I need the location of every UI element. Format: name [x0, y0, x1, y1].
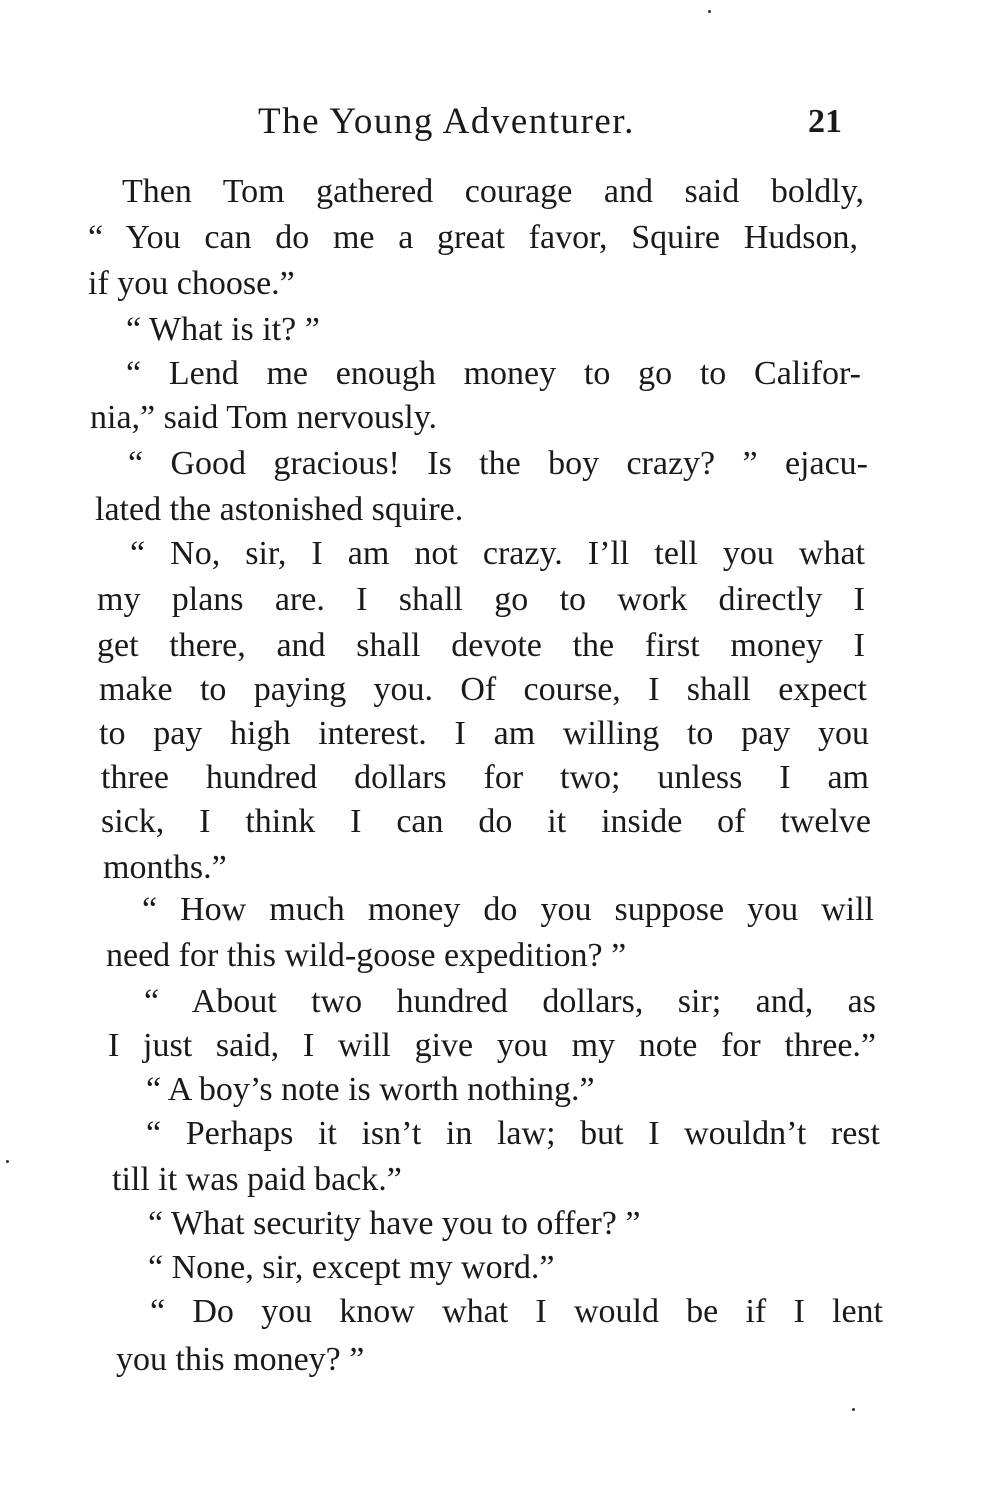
text-line: “ Perhaps it isn’t in law; but I wouldn’t rest [146, 1115, 880, 1152]
text-line: “ Good gracious! Is the boy crazy? ” ejacu- [128, 445, 868, 482]
text-line: “ Lend me enough money to go to Califor- [126, 355, 861, 392]
text-line: if you choose.” [88, 265, 295, 302]
text-line: “ What is it? ” [126, 311, 320, 348]
text-line: “ What security have you to offer? ” [148, 1205, 641, 1242]
text-line: I just said, I will give you my note for three.” [108, 1027, 876, 1064]
text-line: sick, I think I can do it inside of twelve [101, 803, 871, 840]
text-line: to pay high interest. I am willing to pay you [99, 715, 869, 752]
text-line: months.” [103, 849, 227, 886]
text-line: “ About two hundred dollars, sir; and, as [144, 983, 876, 1020]
scan-speck [708, 10, 711, 13]
text-line: nia,” said Tom nervously. [90, 399, 438, 436]
text-line: my plans are. I shall go to work directly I [97, 581, 865, 618]
scan-speck [6, 1160, 9, 1163]
text-line: you this money? ” [116, 1341, 365, 1378]
text-line: “ No, sir, I am not crazy. I’ll tell you what [130, 535, 865, 572]
text-line: Then Tom gathered courage and said boldly, [122, 173, 864, 210]
page-number: 21 [808, 103, 842, 140]
text-line: till it was paid back.” [112, 1161, 402, 1198]
text-line: “ How much money do you suppose you will [142, 891, 874, 928]
text-line: “ A boy’s note is worth nothing.” [146, 1071, 595, 1108]
text-line: lated the astonished squire. [95, 491, 464, 528]
text-line: “ None, sir, except my word.” [148, 1249, 555, 1286]
running-title: The Young Adventurer. [258, 101, 635, 142]
text-line: need for this wild-goose expedition? ” [106, 937, 627, 974]
text-line: three hundred dollars for two; unless I am [101, 759, 869, 796]
running-head [0, 92, 1000, 152]
text-line: “ You can do me a great favor, Squire Hudson, [88, 219, 858, 256]
text-line: get there, and shall devote the first money I [97, 627, 865, 664]
scan-speck [852, 1408, 855, 1411]
text-line: “ Do you know what I would be if I lent [150, 1293, 883, 1330]
text-line: make to paying you. Of course, I shall expect [99, 671, 867, 708]
